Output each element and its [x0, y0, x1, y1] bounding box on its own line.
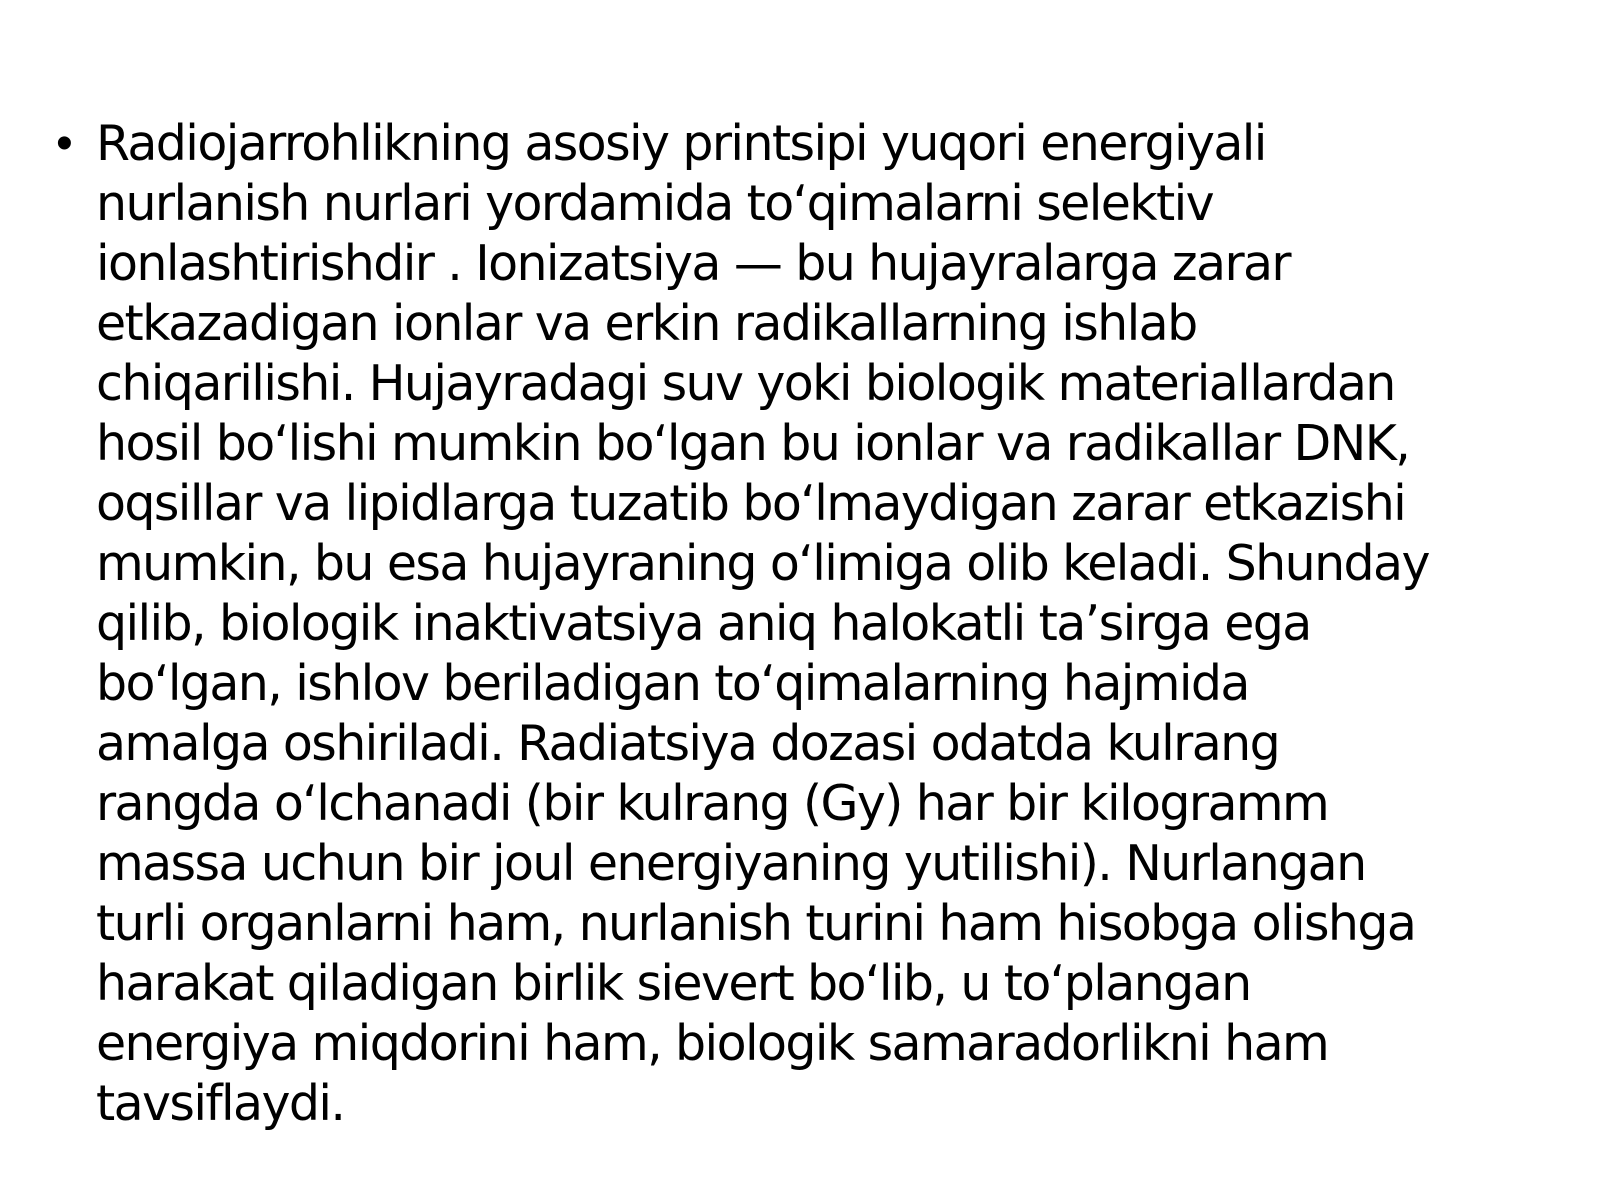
- text-line: energiya miqdorini ham, biologik samaradorlikni ham: [96, 1015, 1329, 1072]
- text-line: turli organlarni ham, nurlanish turini ham hisobga olishga: [96, 895, 1416, 952]
- bullet-point-icon: •: [56, 117, 73, 170]
- text-line: mumkin, bu esa hujayraning o‘limiga olib keladi. Shunday: [96, 535, 1429, 592]
- text-line: etkazadigan ionlar va erkin radikallarning ishlab: [96, 295, 1197, 352]
- text-line: massa uchun bir joul energiyaning yutilishi). Nurlangan: [96, 835, 1366, 892]
- text-line: chiqarilishi. Hujayradagi suv yoki biologik materiallardan: [96, 355, 1395, 412]
- text-line: qilib, biologik inaktivatsiya aniq halokatli ta’sirga ega: [96, 595, 1311, 652]
- text-line: nurlanish nurlari yordamida to‘qimalarni selektiv: [96, 175, 1214, 232]
- text-line: harakat qiladigan birlik sievert bo‘lib, u to‘plangan: [96, 955, 1251, 1012]
- text-line: Radiojarrohlikning asosiy printsipi yuqori energiyali: [96, 115, 1266, 172]
- text-line: bo‘lgan, ishlov beriladigan to‘qimalarning hajmida: [96, 655, 1249, 712]
- text-line: rangda o‘lchanadi (bir kulrang (Gy) har bir kilogramm: [96, 775, 1329, 832]
- text-line: amalga oshiriladi. Radiatsiya dozasi odatda kulrang: [96, 715, 1280, 772]
- bullet-paragraph: [96, 114, 1556, 1134]
- text-line: hosil bo‘lishi mumkin bo‘lgan bu ionlar va radikallar DNK,: [96, 415, 1410, 472]
- text-line: oqsillar va lipidlarga tuzatib bo‘lmaydigan zarar etkazishi: [96, 475, 1406, 532]
- bullet-item: [56, 114, 1556, 1134]
- text-line: tavsiflaydi.: [96, 1075, 345, 1132]
- text-line: ionlashtirishdir . Ionizatsiya — bu hujayralarga zarar: [96, 235, 1290, 292]
- bullet-list: [56, 114, 1556, 1134]
